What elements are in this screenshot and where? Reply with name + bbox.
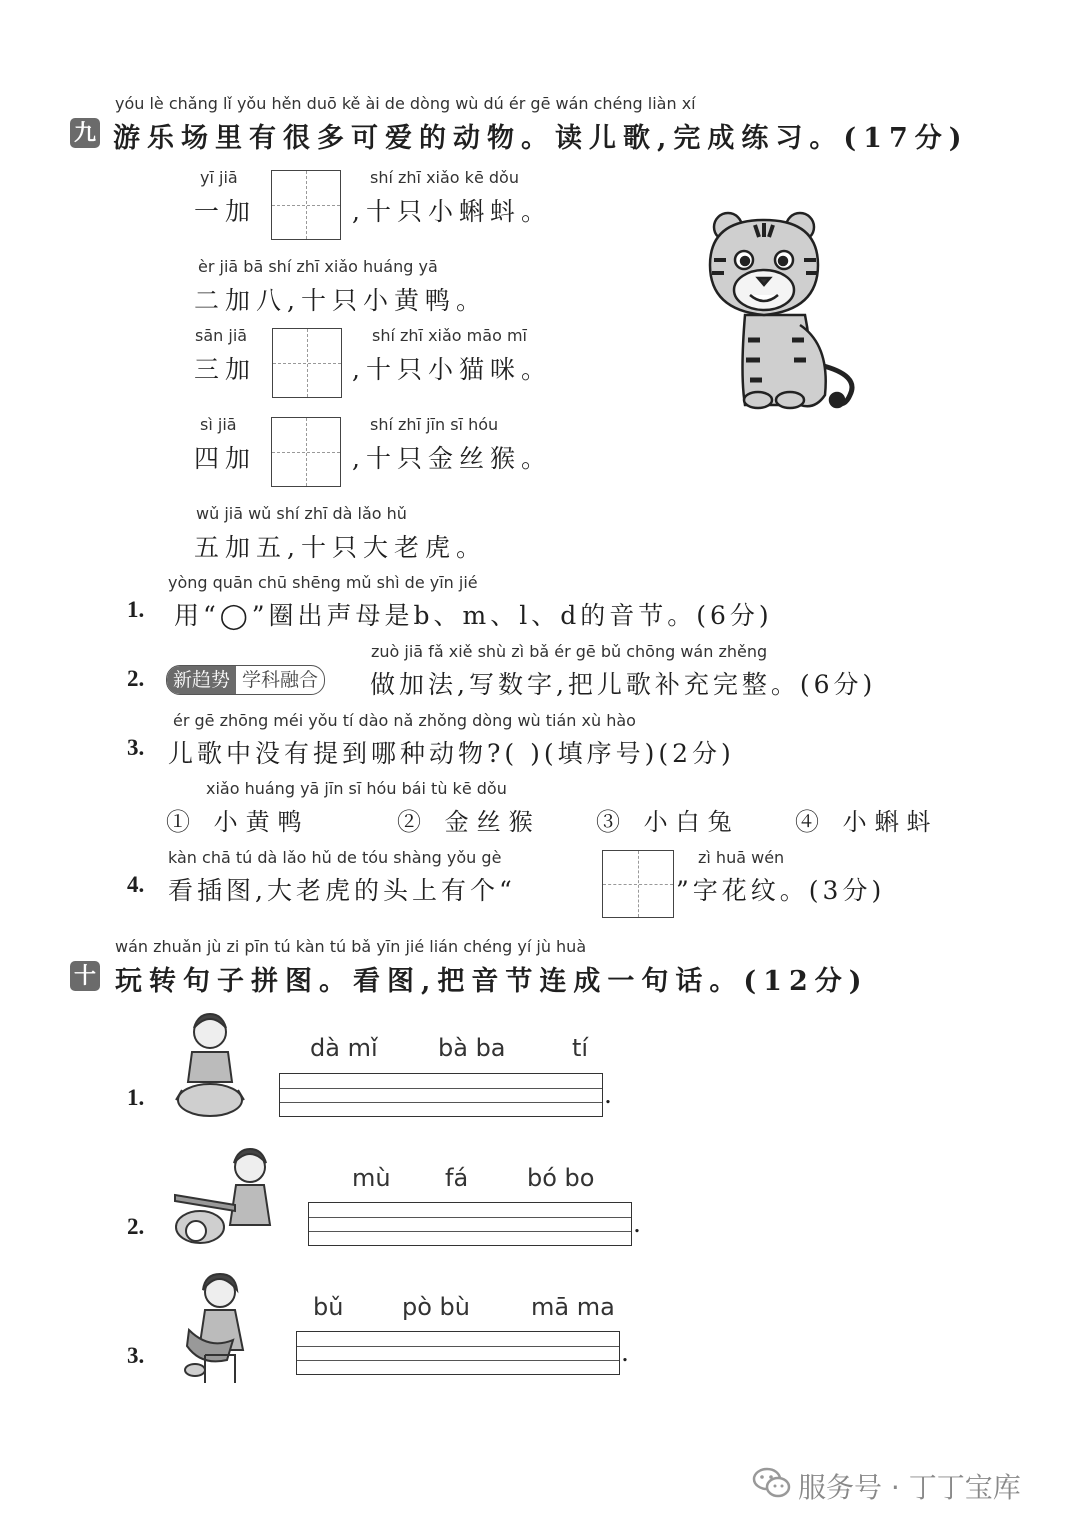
rhyme5-pinyin: wǔ jiā wǔ shí zhī dà lǎo hǔ <box>196 504 407 523</box>
item2-word-1: mù <box>352 1164 391 1192</box>
q4-text-a: 看插图,大老虎的头上有个“ <box>168 876 516 905</box>
q4-answer-box[interactable] <box>602 850 674 918</box>
rhyme5-text: 五加五,十只大老虎。 <box>194 533 487 562</box>
tiger-illustration <box>700 205 870 415</box>
item3-word-3: mā ma <box>531 1293 615 1321</box>
q4-pinyin: kàn chā tú dà lǎo hǔ de tóu shàng yǒu gè <box>168 848 502 867</box>
q2-tag <box>166 665 325 695</box>
item2-writing-lines[interactable] <box>308 1202 632 1246</box>
section10-badge: 十 <box>70 961 100 991</box>
section10-title: 玩转句子拼图。看图,把音节连成一句话。(12分) <box>115 966 869 997</box>
q2-pinyin: zuò jiā fǎ xiě shù zì bǎ ér gē bǔ chōng wán zhěng <box>371 642 768 661</box>
q3-number: 3. <box>127 735 145 760</box>
q1-number: 1. <box>127 597 145 622</box>
item2-word-2: fá <box>445 1164 469 1192</box>
item3-word-1: bǔ <box>313 1293 344 1321</box>
rhyme4-text-b: ,十只金丝猴。 <box>352 444 552 473</box>
q2-tag-subject: 学科融合 <box>242 669 319 691</box>
rhyme1-text-b: ,十只小蝌蚪。 <box>352 197 552 226</box>
q3-option-3[interactable]: ③ 小白兔 <box>596 808 740 836</box>
item3-period: . <box>621 1338 635 1367</box>
rhyme1-answer-box[interactable] <box>271 170 341 240</box>
rhyme3-text-a: 三加 <box>194 355 257 384</box>
item2-word-3: bó bo <box>527 1164 595 1192</box>
q1-pinyin: yòng quān chū shēng mǔ shì de yīn jié <box>168 573 478 592</box>
item2-number: 2. <box>127 1214 145 1239</box>
item1-word-3: tí <box>572 1034 589 1062</box>
item2-period: . <box>633 1209 647 1238</box>
item1-period: . <box>604 1080 618 1109</box>
section9-title: 游乐场里有很多可爱的动物。读儿歌,完成练习。(17分) <box>113 123 969 154</box>
q4-number: 4. <box>127 872 145 897</box>
q4-pinyin-b: zì huā wén <box>698 848 785 867</box>
q2-number: 2. <box>127 666 145 691</box>
rhyme1-text-a: 一加 <box>194 197 257 226</box>
q3-option-4[interactable]: ④ 小蝌蚪 <box>795 808 939 836</box>
item1-word-2: bà ba <box>438 1034 506 1062</box>
item1-writing-lines[interactable] <box>279 1073 603 1117</box>
q2-tag-new-trend: 新趋势 <box>167 666 236 694</box>
mother-mending-cloth-illustration <box>175 1270 255 1385</box>
section9-badge: 九 <box>70 118 100 148</box>
q4-text-b: ”字花纹。(3分) <box>676 876 886 905</box>
rhyme3-text-b: ,十只小猫咪。 <box>352 355 552 384</box>
item1-word-1: dà mǐ <box>310 1034 378 1062</box>
q1-text: 用“◯”圈出声母是b、m、l、d的音节。(6分) <box>174 601 773 630</box>
watermark-text: 服务号 · 丁丁宝库 <box>798 1471 1021 1504</box>
section9-pinyin: yóu lè chǎng lǐ yǒu hěn duō kě ài de dòng wù dú ér gē wán chéng liàn xí <box>115 94 696 113</box>
rhyme2-text: 二加八,十只小黄鸭。 <box>194 286 487 315</box>
rhyme3-pinyin-a: sān jiā <box>195 326 248 345</box>
rhyme4-text-a: 四加 <box>194 444 257 473</box>
wechat-icon <box>752 1466 792 1500</box>
man-sawing-wood-illustration <box>170 1145 285 1250</box>
q2-text: 做加法,写数字,把儿歌补充完整。(6分) <box>370 670 877 699</box>
q3-options-pinyin: xiǎo huáng yā jīn sī hóu bái tù kē dǒu <box>206 779 507 798</box>
rhyme3-pinyin-b: shí zhī xiǎo māo mī <box>372 326 527 345</box>
rhyme2-pinyin: èr jiā bā shí zhī xiǎo huáng yā <box>198 257 438 276</box>
rhyme3-answer-box[interactable] <box>272 328 342 398</box>
item3-number: 3. <box>127 1343 145 1368</box>
rhyme1-pinyin-a: yī jiā <box>200 168 238 187</box>
q3-option-2[interactable]: ② 金丝猴 <box>397 808 541 836</box>
item3-writing-lines[interactable] <box>296 1331 620 1375</box>
item1-number: 1. <box>127 1085 145 1110</box>
item3-word-2: pò bù <box>402 1293 470 1321</box>
rhyme4-answer-box[interactable] <box>271 417 341 487</box>
section10-pinyin: wán zhuǎn jù zi pīn tú kàn tú bǎ yīn jié lián chéng yí jù huà <box>115 937 587 956</box>
q3-pinyin: ér gē zhōng méi yǒu tí dào nǎ zhǒng dòng wù tián xù hào <box>173 711 636 730</box>
rhyme4-pinyin-b: shí zhī jīn sī hóu <box>370 415 499 434</box>
q3-text: 儿歌中没有提到哪种动物?( )(填序号)(2分) <box>168 739 735 768</box>
rhyme1-pinyin-b: shí zhī xiǎo kē dǒu <box>370 168 519 187</box>
boy-carrying-rice-illustration <box>170 1010 250 1120</box>
rhyme4-pinyin-a: sì jiā <box>200 415 237 434</box>
q3-option-1[interactable]: ① 小黄鸭 <box>166 808 310 836</box>
